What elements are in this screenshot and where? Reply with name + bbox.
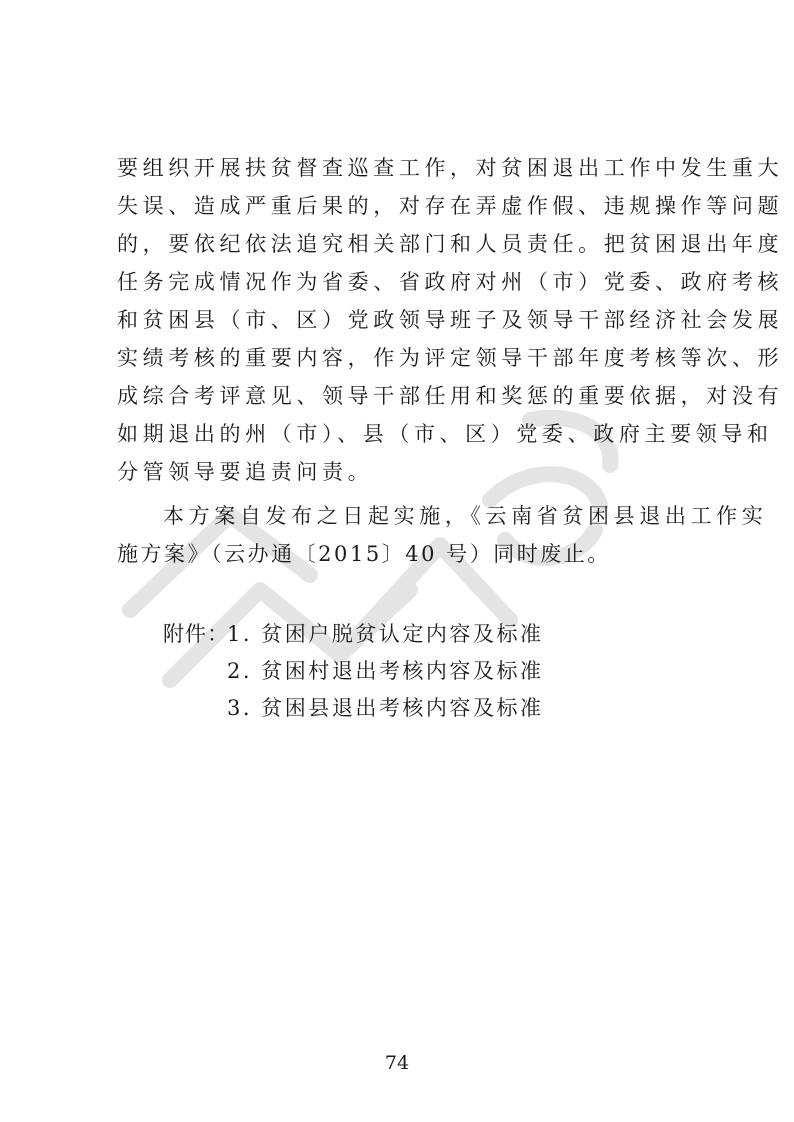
body-line: 成综合考评意见、领导干部任用和奖惩的重要依据，对没有 xyxy=(117,384,784,408)
body-line: 实绩考核的重要内容，作为评定领导干部年度考核等次、形 xyxy=(117,346,784,370)
body-line: 和贫困县（市、区）党政领导班子及领导干部经济社会发展 xyxy=(117,308,784,332)
closing-line: 施方案》（云办通〔2015〕40 号）同时废止。 xyxy=(117,542,611,566)
body-line: 任务完成情况作为省委、省政府对州（市）党委、政府考核 xyxy=(117,270,784,294)
body-line: 失误、造成严重后果的，对存在弄虚作假、违规操作等问题 xyxy=(117,194,784,218)
attachment-item: 1. 贫困户脱贫认定内容及标准 xyxy=(227,622,544,646)
attachment-item: 3. 贫困县退出考核内容及标准 xyxy=(227,696,544,720)
page-number: 74 xyxy=(384,1052,410,1074)
body-line: 的，要依纪依法追究相关部门和人员责任。把贫困退出年度 xyxy=(117,232,784,256)
attachment-item: 2. 贫困村退出考核内容及标准 xyxy=(227,659,544,683)
body-line: 如期退出的州（市）、县（市、区）党委、政府主要领导和 xyxy=(117,422,773,446)
closing-line: 本方案自发布之日起实施，《云南省贫困县退出工作实 xyxy=(163,504,768,528)
body-line: 要组织开展扶贫督查巡查工作，对贫困退出工作中发生重大 xyxy=(117,156,784,180)
attachments-label: 附件： xyxy=(163,622,230,646)
body-line: 分管领导要追责问责。 xyxy=(117,460,374,484)
